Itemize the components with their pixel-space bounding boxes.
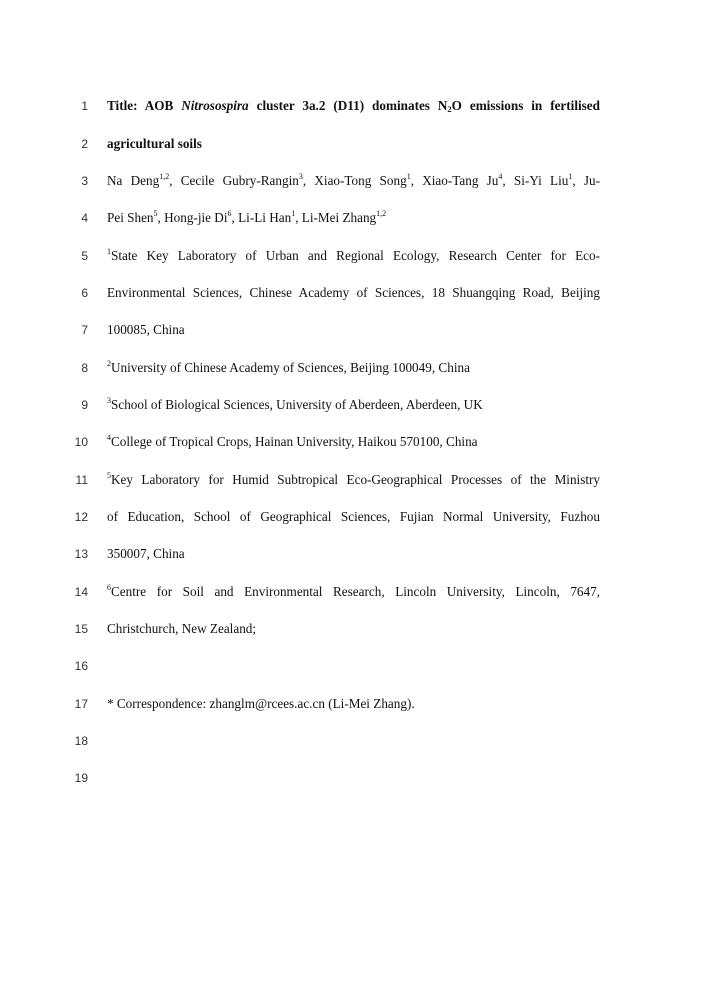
affiliation-text: State Key Laboratory of Urban and Regional Ecology, Research Center for Eco- bbox=[111, 248, 600, 263]
author-name: , Li-Li Han bbox=[231, 210, 292, 225]
affiliation-marker: 2 bbox=[107, 358, 111, 368]
line-number: 2 bbox=[81, 137, 88, 151]
manuscript-line-16 bbox=[0, 656, 707, 680]
manuscript-line-10 bbox=[0, 432, 707, 456]
title-genus: Nitrosospira bbox=[181, 98, 249, 113]
author-affiliation-marker: 1,2 bbox=[159, 171, 170, 181]
manuscript-line-17 bbox=[0, 694, 707, 718]
manuscript-line-3 bbox=[0, 171, 707, 195]
line-number: 16 bbox=[74, 659, 88, 673]
line-number: 15 bbox=[74, 622, 88, 636]
manuscript-line-15 bbox=[0, 619, 707, 643]
author-name: , Xiao-Tong Song bbox=[302, 173, 407, 188]
affiliation-text: University of Chinese Academy of Sciences, Beijing 100049, China bbox=[111, 360, 470, 375]
affiliation-marker: 3 bbox=[107, 395, 111, 405]
manuscript-line-8 bbox=[0, 358, 707, 382]
manuscript-line-7 bbox=[0, 320, 707, 344]
affiliation-1-line-3: 100085, China bbox=[107, 322, 185, 337]
author-affiliation-marker: 1 bbox=[291, 208, 296, 218]
line-number: 8 bbox=[81, 361, 88, 375]
manuscript-line-14 bbox=[0, 582, 707, 606]
affiliation-6-line-2: Christchurch, New Zealand; bbox=[107, 621, 257, 636]
author-affiliation-marker: 3 bbox=[298, 171, 303, 181]
line-number: 18 bbox=[74, 734, 88, 748]
affiliation-text: School of Biological Sciences, University of Aberdeen, Aberdeen, UK bbox=[111, 397, 483, 412]
author-name: , Li-Mei Zhang bbox=[295, 210, 377, 225]
affiliation-marker: 1 bbox=[107, 246, 111, 256]
author-name: Pei Shen bbox=[107, 210, 154, 225]
title-line-1 bbox=[107, 96, 600, 116]
manuscript-line-13 bbox=[0, 544, 707, 568]
correspondence: * Correspondence: zhanglm@rcees.ac.cn (Li-Mei Zhang). bbox=[107, 696, 415, 711]
manuscript-line-11 bbox=[0, 470, 707, 494]
author-name: , Xiao-Tang Ju bbox=[410, 173, 499, 188]
title-line-2: agricultural soils bbox=[107, 136, 202, 151]
affiliation-marker: 6 bbox=[107, 582, 111, 592]
author-affiliation-marker: 5 bbox=[153, 208, 158, 218]
author-name: , Si-Yi Liu bbox=[502, 173, 569, 188]
line-number: 10 bbox=[74, 435, 88, 449]
author-name: , Ju- bbox=[572, 173, 600, 188]
manuscript-line-18 bbox=[0, 731, 707, 755]
line-number: 4 bbox=[81, 211, 88, 225]
author-affiliation-marker: 1,2 bbox=[376, 208, 387, 218]
line-number: 7 bbox=[81, 323, 88, 337]
affiliation-1-line-1 bbox=[107, 246, 600, 266]
manuscript-line-4 bbox=[0, 208, 707, 232]
affiliation-3 bbox=[107, 395, 600, 415]
author-name: , Hong-jie Di bbox=[157, 210, 228, 225]
title-middle: cluster 3a.2 (D11) dominates N bbox=[248, 98, 448, 113]
affiliation-1-line-2: Environmental Sciences, Chinese Academy of Sciences, 18 Shuangqing Road, Beijing bbox=[107, 285, 600, 300]
manuscript-line-9 bbox=[0, 395, 707, 419]
line-number: 14 bbox=[74, 585, 88, 599]
affiliation-text: Key Laboratory for Humid Subtropical Eco‐Geographical Processes of the Ministry bbox=[111, 472, 600, 487]
line-number: 5 bbox=[81, 249, 88, 263]
affiliation-5-line-3: 350007, China bbox=[107, 546, 185, 561]
affiliation-text: Centre for Soil and Environmental Research, Lincoln University, Lincoln, 7647, bbox=[111, 584, 600, 599]
line-number: 1 bbox=[81, 99, 88, 113]
manuscript-line-12 bbox=[0, 507, 707, 531]
line-number: 17 bbox=[74, 697, 88, 711]
title-after: O emissions in fertilised bbox=[451, 98, 600, 113]
affiliation-marker: 4 bbox=[107, 432, 111, 442]
author-name: , Cecile Gubry-Rangin bbox=[169, 173, 299, 188]
affiliation-2 bbox=[107, 358, 600, 378]
affiliation-5-line-2: of Education, School of Geographical Sciences, Fujian Normal University, Fuzhou bbox=[107, 509, 600, 524]
title-subscript: 2 bbox=[447, 104, 452, 114]
affiliation-marker: 5 bbox=[107, 470, 111, 480]
author-name: Na Deng bbox=[107, 173, 160, 188]
line-number: 12 bbox=[74, 510, 88, 524]
line-number: 13 bbox=[74, 547, 88, 561]
author-affiliation-marker: 6 bbox=[227, 208, 232, 218]
author-affiliation-marker: 4 bbox=[498, 171, 503, 181]
author-affiliation-marker: 1 bbox=[406, 171, 411, 181]
manuscript-line-6 bbox=[0, 283, 707, 307]
affiliation-6-line-1 bbox=[107, 582, 600, 602]
manuscript-line-19 bbox=[0, 768, 707, 792]
line-number: 6 bbox=[81, 286, 88, 300]
affiliation-5-line-1 bbox=[107, 470, 600, 490]
line-number: 3 bbox=[81, 174, 88, 188]
manuscript-line-2 bbox=[0, 134, 707, 158]
author-affiliation-marker: 1 bbox=[568, 171, 573, 181]
line-number: 9 bbox=[81, 398, 88, 412]
line-number: 19 bbox=[74, 771, 88, 785]
line-number: 11 bbox=[75, 473, 88, 487]
affiliation-4 bbox=[107, 432, 600, 452]
affiliation-text: College of Tropical Crops, Hainan University, Haikou 570100, China bbox=[111, 434, 478, 449]
authors-line-2 bbox=[107, 208, 600, 228]
title-prefix: Title: AOB bbox=[107, 98, 182, 113]
manuscript-line-5 bbox=[0, 246, 707, 270]
manuscript-line-1 bbox=[0, 96, 707, 120]
authors-line-1 bbox=[107, 171, 600, 191]
